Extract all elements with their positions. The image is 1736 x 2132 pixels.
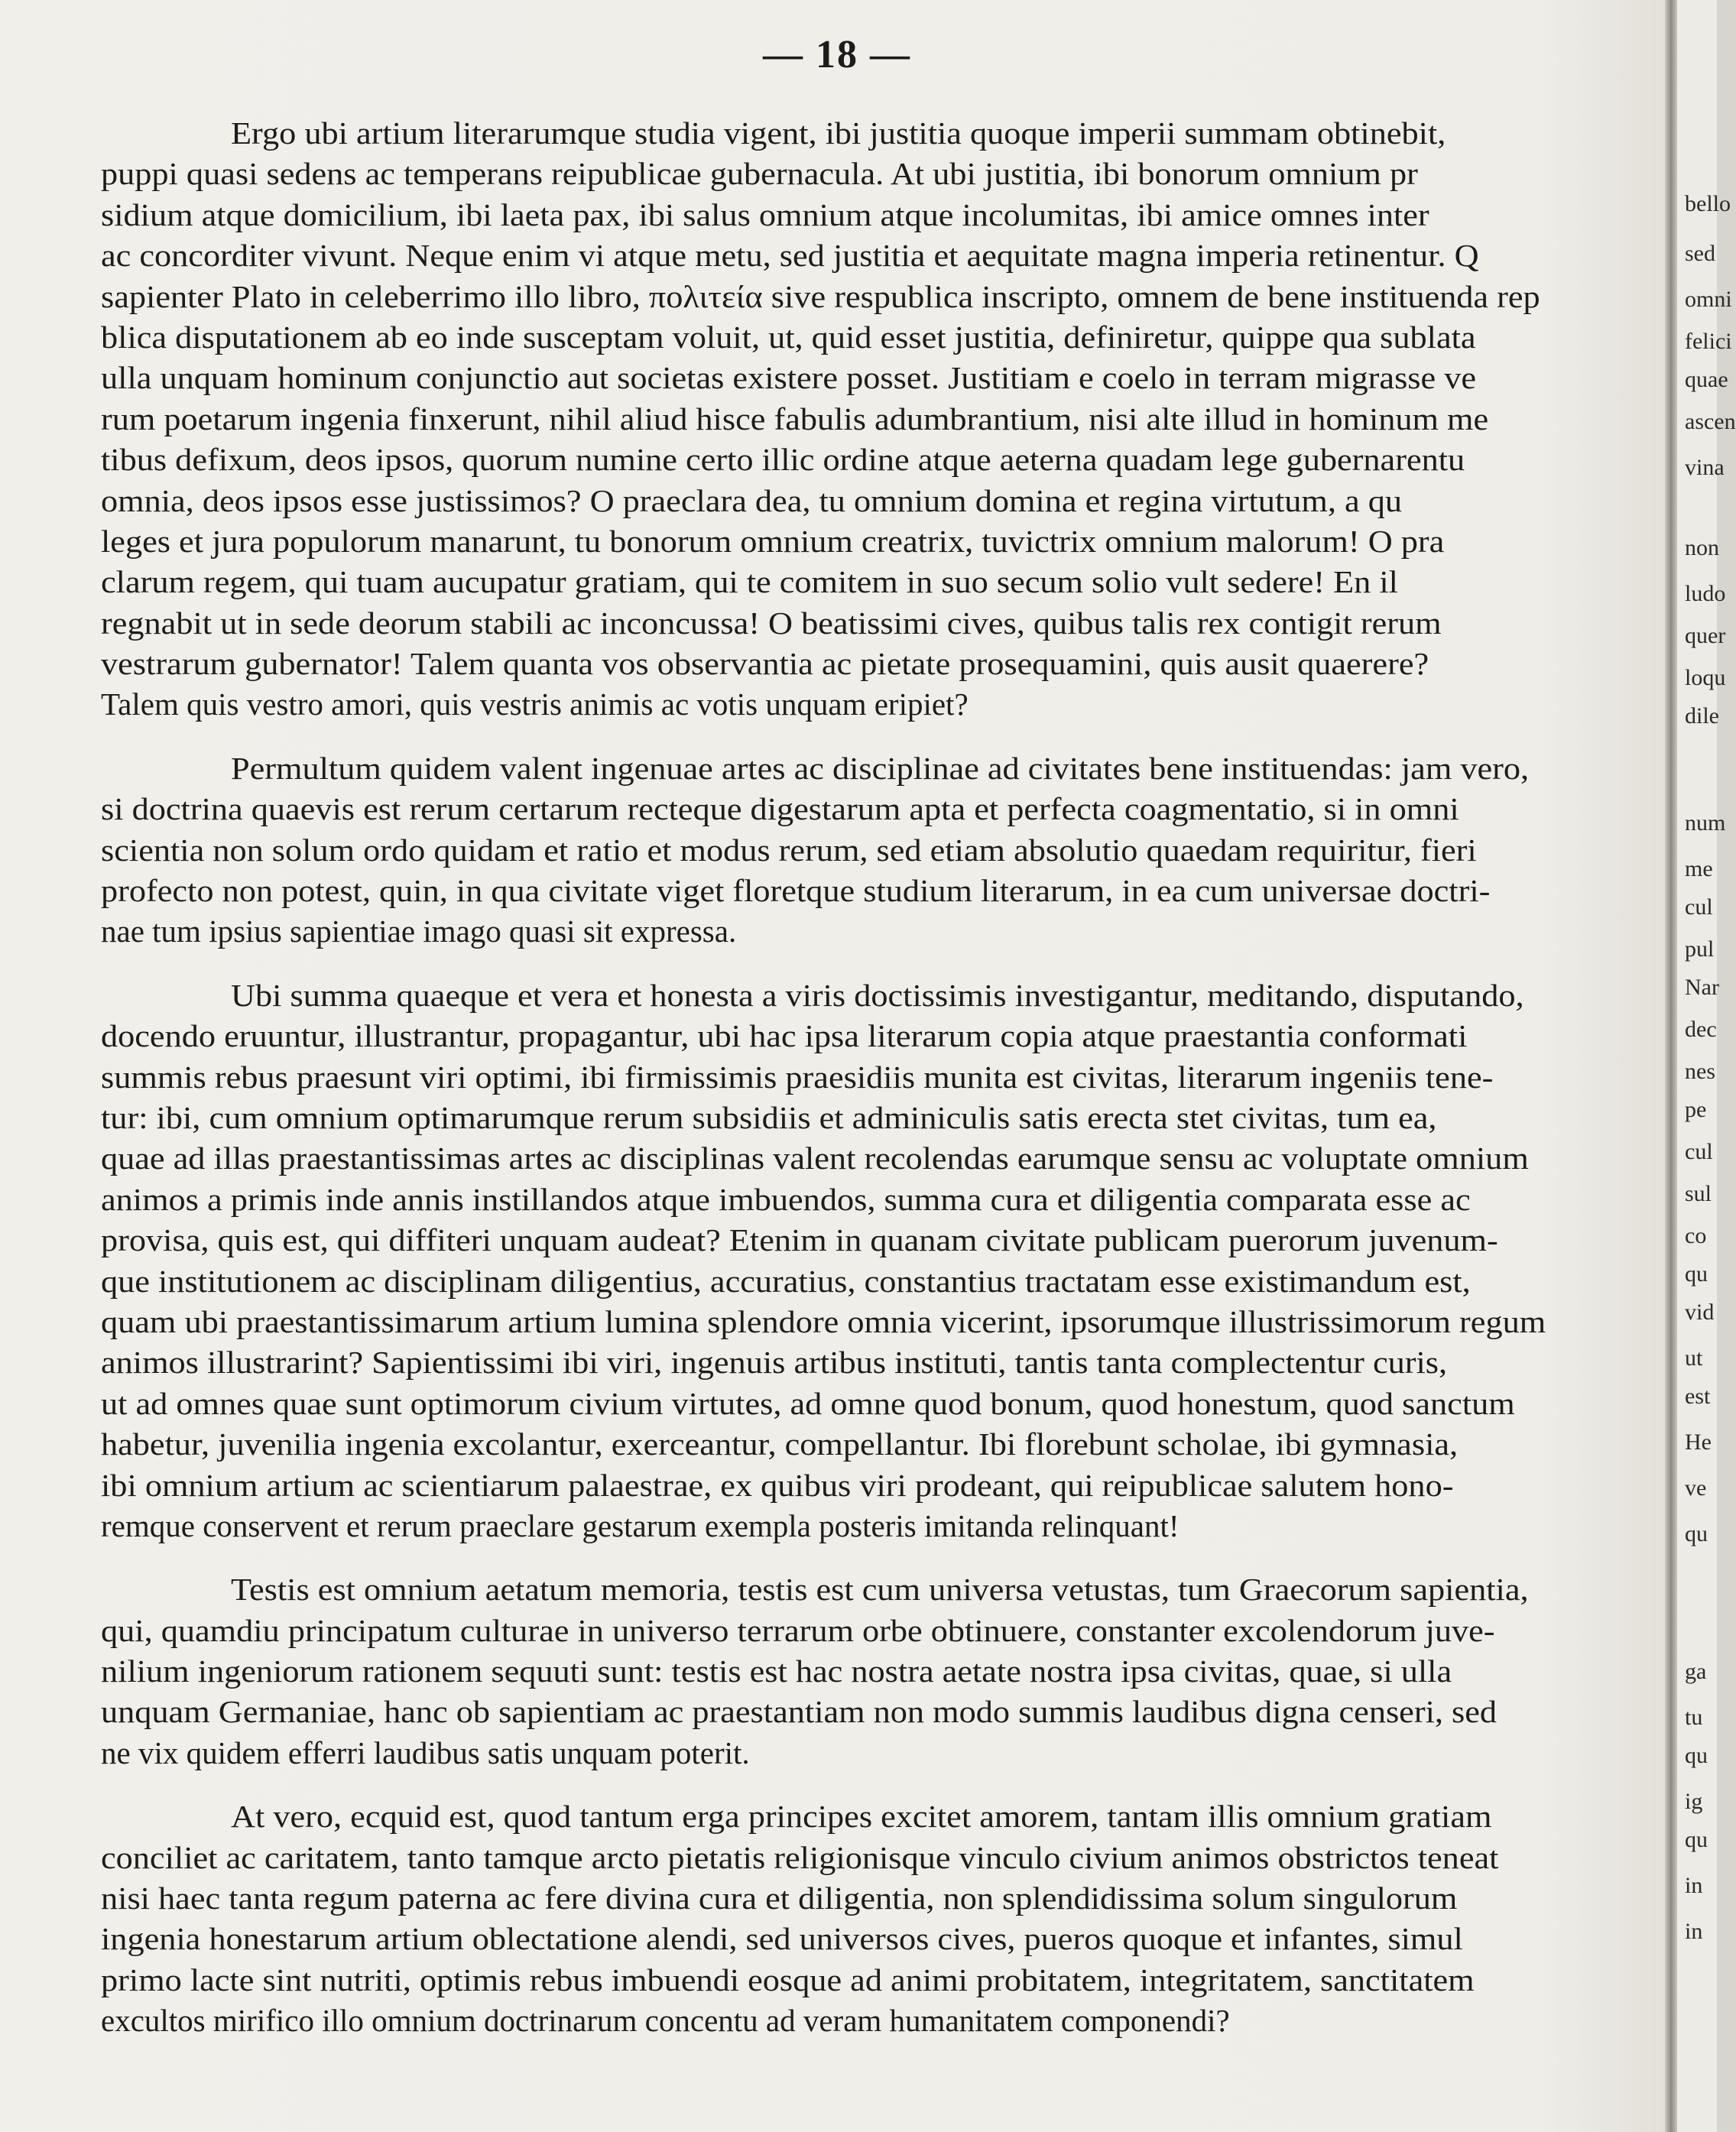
facing-page-fragment: Nar: [1685, 975, 1719, 1000]
text-line: [101, 684, 1666, 725]
facing-page-fragment: ga: [1685, 1659, 1707, 1684]
text-line: [101, 644, 1666, 684]
text-line: [101, 277, 1666, 317]
text-line: [101, 1261, 1666, 1302]
page-number: — 18 —: [763, 33, 911, 76]
facing-page-fragment: est: [1685, 1384, 1711, 1409]
text-line-content: nisi haec tanta regum paterna ac fere divina cura et diligentia, non splendidissima solum singulorum: [101, 1881, 1458, 1916]
text-line-content: profecto non potest, quin, in qua civitate viget floretque studium literarum, in ea cum universae doctri-: [101, 873, 1491, 909]
text-line-content: Ubi summa quaeque et vera et honesta a viris doctissimis investigantur, meditando, disputando,: [231, 977, 1524, 1013]
text-line: [101, 1180, 1666, 1220]
text-line: [101, 1424, 1666, 1465]
facing-page-fragment: qu: [1685, 1261, 1708, 1287]
text-line: [101, 830, 1666, 871]
paragraph-gap: [101, 952, 1666, 975]
text-line-content: Testis est omnium aetatum memoria, testis est cum universa vetustas, tum Graecorum sapientia,: [231, 1572, 1529, 1608]
text-line-content: scientia non solum ordo quidam et ratio et modus rerum, sed etiam absolutio quaedam requiritur, fieri: [101, 832, 1477, 868]
text-line-content: provisa, quis est, qui diffiteri unquam audeat? Etenim in quanam civitate publicam puerorum juvenum-: [101, 1222, 1498, 1258]
text-line-content: remque conservent et rerum praeclare gestarum exempla posteris imitanda relinquant!: [101, 1507, 1180, 1543]
paragraph-gap: [101, 1773, 1666, 1796]
text-line-content: leges et jura populorum manarunt, tu bonorum omnium creatrix, tuvictrix omnium malorum! O pra: [101, 523, 1445, 559]
text-line: [101, 521, 1666, 562]
text-line-content: sidium atque domicilium, ibi laeta pax, ibi salus omnium atque incolumitas, ibi amice omnes inter: [101, 196, 1429, 232]
facing-page-fragment: in: [1685, 1919, 1703, 1944]
text-line: [101, 1057, 1666, 1098]
text-line-content: primo lacte sint nutriti, optimis rebus imbuendi eosque ad animi probitatem, integritatem, sanctitatem: [101, 1962, 1475, 1997]
facing-page-fragment: tu: [1685, 1705, 1703, 1730]
text-line: [101, 1342, 1666, 1383]
paragraph: [101, 1796, 1666, 2041]
text-line: [101, 1733, 1666, 1773]
text-line: [101, 871, 1666, 911]
text-line: [101, 2001, 1666, 2041]
text-line: [101, 399, 1666, 440]
text-line-content: habetur, juvenilia ingenia excolantur, exerceantur, compellantur. Ibi florebunt scholae, ibi gymnasia,: [101, 1426, 1459, 1462]
text-line-content: rum poetarum ingenia finxerunt, nihil aliud hisce fabulis adumbrantium, nisi alte illud in hominum me: [101, 401, 1489, 436]
text-line: [101, 1651, 1666, 1692]
text-line: [101, 748, 1666, 789]
facing-page-fragment: omni: [1685, 287, 1732, 312]
text-line: [101, 603, 1666, 644]
text-line-content: puppi quasi sedens ac temperans reipublicae gubernacula. At ubi justitia, ibi bonorum omnium pr: [101, 156, 1418, 192]
text-line: [101, 440, 1666, 480]
text-line-content: docendo eruuntur, illustrantur, propagantur, ubi hac ipsa literarum copia atque praestantia conformati: [101, 1018, 1468, 1054]
facing-page-fragment: sed: [1685, 241, 1715, 266]
facing-page-fragment: nes: [1685, 1059, 1715, 1084]
text-line-content: ut ad omnes quae sunt optimorum civium virtutes, ad omne quod bonum, quod honestum, quod sanctum: [101, 1385, 1515, 1421]
text-line-content: vestrarum gubernator! Talem quanta vos observantia ac pietate prosequamini, quis ausit quaerere?: [101, 646, 1429, 682]
facing-page-fragment: pul: [1685, 936, 1715, 962]
facing-page-fragment: me: [1685, 856, 1713, 881]
book-gutter: [1665, 0, 1677, 2132]
text-line: [101, 1692, 1666, 1732]
facing-page-fragment: ascen: [1685, 409, 1736, 434]
facing-page-fragment: ve: [1685, 1475, 1707, 1501]
facing-page-fragment: sul: [1685, 1181, 1712, 1206]
text-line-content: unquam Germaniae, hanc ob sapientiam ac praestantiam non modo summis laudibus digna censeri, sed: [101, 1694, 1498, 1730]
text-line-content: Ergo ubi artium literarumque studia vigent, ibi justitia quoque imperii summam obtinebit,: [231, 115, 1446, 151]
text-line: [101, 1878, 1666, 1919]
facing-page-fragment: qu: [1685, 1743, 1708, 1768]
text-line-content: At vero, ecquid est, quod tantum erga principes excitet amorem, tantam illis omnium gratiam: [231, 1799, 1492, 1835]
facing-page-fragment: cul: [1685, 1139, 1713, 1164]
text-line: [101, 195, 1666, 235]
facing-page-fragment: ig: [1685, 1789, 1703, 1814]
text-line-content: si doctrina quaevis est rerum certarum recteque digestarum apta et perfecta coagmentatio, si in omni: [101, 791, 1459, 827]
paragraph-gap: [101, 1546, 1666, 1569]
text-line: [101, 358, 1666, 398]
text-line: [101, 562, 1666, 602]
text-line: [101, 1838, 1666, 1878]
text-line-content: blica disputationem ab eo inde susceptam voluit, ut, quid esset justitia, definiretur, quippe qua sublata: [101, 319, 1476, 355]
facing-page-fragment: quae: [1685, 367, 1728, 392]
text-line-content: ulla unquam hominum conjunctio aut societas existere posset. Justitiam e coelo in terram migrasse ve: [101, 360, 1477, 396]
facing-page-fragment: qu: [1685, 1521, 1708, 1546]
text-line: [101, 317, 1666, 358]
text-line: [101, 1796, 1666, 1837]
text-line: [101, 1611, 1666, 1651]
text-line-content: sapienter Plato in celeberrimo illo libro, πολιτεία sive respublica inscripto, omnem de bene instituenda rep: [101, 278, 1540, 314]
text-line-content: ibi omnium artium ac scientiarum palaestrae, ex quibus viri prodeant, qui reipublicae salutem hono-: [101, 1467, 1454, 1503]
text-line-content: quae ad illas praestantissimas artes ac disciplinas valent recolendas earumque sensu ac voluptate omnium: [101, 1141, 1529, 1176]
text-line: [101, 1569, 1666, 1610]
text-line: [101, 1220, 1666, 1261]
text-line: [101, 1384, 1666, 1424]
facing-page-fragment: pe: [1685, 1097, 1707, 1122]
facing-page-fragment: dec: [1685, 1017, 1717, 1042]
text-line: [101, 154, 1666, 194]
text-line: [101, 1016, 1666, 1056]
facing-page-fragment: co: [1685, 1223, 1707, 1248]
facing-page-fragment: non: [1685, 535, 1719, 560]
facing-page-fragment: vid: [1685, 1300, 1715, 1325]
facing-page-fragment: ut: [1685, 1345, 1703, 1371]
text-line: [101, 911, 1666, 952]
text-line: [101, 113, 1666, 154]
text-line-content: animos a primis inde annis instillandos atque imbuendos, summa cura et diligentia comparata esse ac: [101, 1181, 1471, 1217]
text-line: [101, 1098, 1666, 1138]
text-line-content: excultos mirifico illo omnium doctrinarum concentu ad veram humanitatem componendi?: [101, 2003, 1230, 2039]
text-line-content: nilium ingeniorum rationem sequuti sunt: testis est hac nostra aetate nostra ipsa civitas, quae, si ulla: [101, 1653, 1452, 1689]
text-line: [101, 481, 1666, 521]
text-line: [101, 1919, 1666, 1959]
text-line: [101, 1302, 1666, 1342]
facing-page-fragment: qu: [1685, 1827, 1708, 1852]
facing-page-fragment: vina: [1685, 455, 1725, 480]
text-line-content: regnabit ut in sede deorum stabili ac inconcussa! O beatissimi cives, quibus talis rex contigit rerum: [101, 605, 1442, 641]
text-line-content: clarum regem, qui tuam aucupatur gratiam, qui te comitem in suo secum solio vult sedere! En il: [101, 564, 1398, 600]
facing-page-fragment: cul: [1685, 894, 1713, 920]
text-line: [101, 975, 1666, 1016]
paragraph: [101, 113, 1666, 725]
facing-page-fragment: in: [1685, 1873, 1703, 1898]
text-line-content: ac concorditer vivunt. Neque enim vi atque metu, sed justitia et aequitate magna imperia retinentur. Q: [101, 238, 1479, 274]
facing-page-fragment: loqu: [1685, 665, 1726, 690]
text-line-content: quam ubi praestantissimarum artium lumina splendore omnia vicerint, ipsorumque illustrissimorum regum: [101, 1303, 1546, 1339]
text-line-content: Permultum quidem valent ingenuae artes ac disciplinae ad civitates bene instituendas: jam vero,: [231, 750, 1530, 786]
text-line-content: summis rebus praesunt viri optimi, ibi firmissimis praesidiis munita est civitas, literarum ingeniis tene-: [101, 1059, 1494, 1095]
paragraph: [101, 1569, 1666, 1773]
facing-page-edge: [1677, 0, 1736, 2132]
text-line: [101, 1138, 1666, 1179]
text-line-content: animos illustrarint? Sapientissimi ibi viri, ingenuis artibus instituti, tantis tanta complectentur curis,: [101, 1345, 1448, 1381]
text-line-content: omnia, deos ipsos esse justissimos? O praeclara dea, tu omnium domina et regina virtutum, a qu: [101, 482, 1402, 518]
text-line-content: tibus defixum, deos ipsos, quorum numine certo illic ordine atque aeterna quadam lege gubernarentu: [101, 442, 1465, 478]
text-line-content: ingenia honestarum artium oblectatione alendi, sed universos cives, pueros quoque et infantes, simul: [101, 1921, 1463, 1957]
text-line-content: Talem quis vestro amori, quis vestris animis ac votis unquam eripiet?: [101, 686, 969, 722]
paragraph: [101, 748, 1666, 952]
paragraph-gap: [101, 725, 1666, 748]
text-line-content: qui, quamdiu principatum culturae in universo terrarum orbe obtinuere, constanter excolendorum juve-: [101, 1612, 1495, 1648]
facing-page-fragment: dile: [1685, 703, 1719, 729]
text-line: [101, 235, 1666, 276]
facing-page-fragment: quer: [1685, 623, 1726, 648]
text-line: [101, 1465, 1666, 1506]
text-line-content: que institutionem ac disciplinam diligentius, accuratius, constantius tractatam esse existimandum est,: [101, 1263, 1471, 1299]
text-line-content: conciliet ac caritatem, tanto tamque arcto pietatis religionisque vinculo civium animos obstrictos teneat: [101, 1839, 1499, 1875]
text-line: [101, 1960, 1666, 2001]
text-line-content: tur: ibi, cum omnium optimarumque rerum subsidiis et adminiculis satis erecta stet civitas, tum ea,: [101, 1099, 1437, 1135]
text-line: [101, 1506, 1666, 1546]
facing-page-fragment: He: [1685, 1429, 1712, 1455]
facing-page-fragment: bello: [1685, 191, 1731, 216]
facing-page-fragment: felici: [1685, 329, 1732, 354]
facing-page-fragment: ludo: [1685, 581, 1726, 606]
text-line: [101, 789, 1666, 829]
body-text: [101, 113, 1666, 2042]
paragraph: [101, 975, 1666, 1546]
facing-page-fragment: num: [1685, 810, 1726, 836]
text-line-content: nae tum ipsius sapientiae imago quasi sit expressa.: [101, 913, 737, 949]
text-line-content: ne vix quidem efferri laudibus satis unquam poterit.: [101, 1734, 750, 1770]
